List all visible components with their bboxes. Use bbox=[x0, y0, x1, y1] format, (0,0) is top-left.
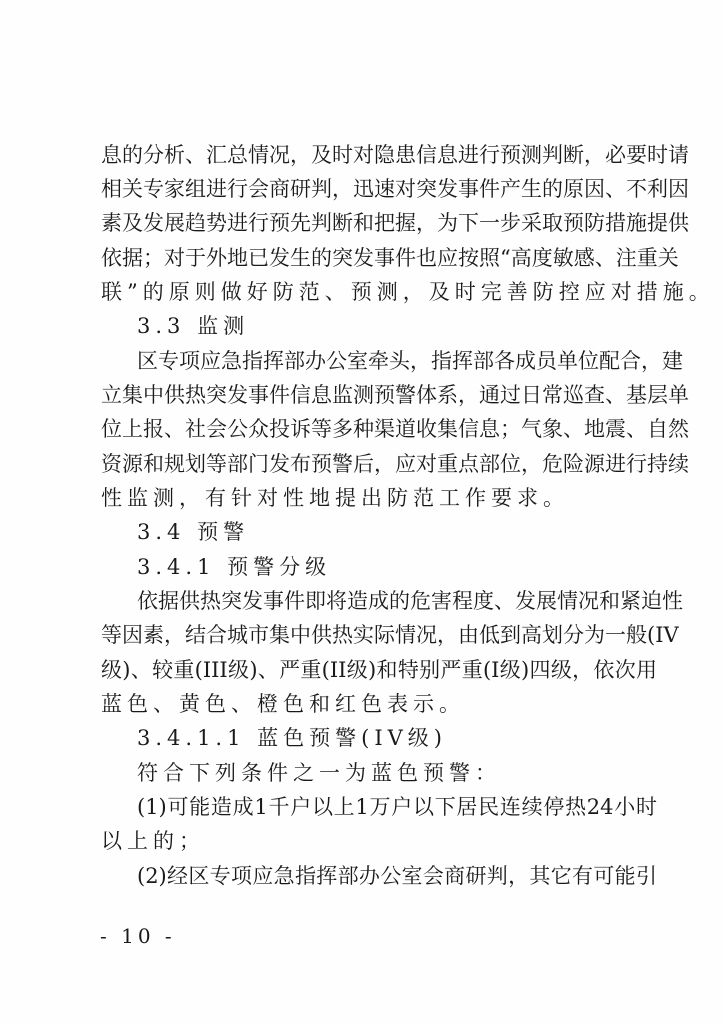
body-text-line: 息的分析、汇总情况，及时对隐患信息进行预测判断，必要时请 bbox=[101, 143, 689, 167]
body-text-line: 依据供热突发事件即将造成的危害程度、发展情况和紧迫性 bbox=[137, 589, 683, 613]
body-text-line: 蓝色、黄色、橙色和红色表示。 bbox=[101, 692, 465, 716]
section-heading-3-3: 3.3 监测 bbox=[137, 314, 250, 338]
body-text-line: 符合下列条件之一为蓝色预警： bbox=[137, 761, 501, 785]
body-text-line: 联”的原则做好防范、预测，及时完善防控应对措施。 bbox=[101, 280, 715, 304]
body-text-line: 性监测，有针对性地提出防范工作要求。 bbox=[101, 486, 569, 510]
body-text-line: 等因素，结合城市集中供热实际情况，由低到高划分为一般(IV bbox=[101, 623, 679, 647]
body-text-line: 区专项应急指挥部办公室牵头，指挥部各成员单位配合，建 bbox=[137, 349, 683, 373]
body-text-line: 资源和规划等部门发布预警后，应对重点部位，危险源进行持续 bbox=[101, 452, 689, 476]
body-text-line: 级)、较重(III级)、严重(II级)和特别严重(I级)四级，依次用 bbox=[101, 658, 657, 682]
body-text-line: 相关专家组进行会商研判，迅速对突发事件产生的原因、不利因 bbox=[101, 177, 689, 201]
body-text-line: 素及发展趋势进行预先判断和把握，为下一步采取预防措施提供 bbox=[101, 211, 689, 235]
body-text-line: 位上报、社会公众投诉等多种渠道收集信息；气象、地震、自然 bbox=[101, 417, 689, 441]
body-text-line: 立集中供热突发事件信息监测预警体系，通过日常巡查、基层单 bbox=[101, 383, 689, 407]
body-text-line: 以上的； bbox=[101, 829, 205, 853]
list-item-1: (1)可能造成1千户以上1万户以下居民连续停热24小时 bbox=[137, 795, 657, 819]
section-heading-3-4: 3.4 预警 bbox=[137, 520, 250, 544]
section-heading-3-4-1-1: 3.4.1.1 蓝色预警(IV级) bbox=[137, 726, 447, 750]
page-number: - 10 - bbox=[100, 924, 176, 948]
body-text-line: 依据；对于外地已发生的突发事件也应按照“高度敏感、注重关 bbox=[101, 246, 679, 270]
list-item-2: (2)经区专项应急指挥部办公室会商研判，其它有可能引 bbox=[137, 864, 657, 888]
section-heading-3-4-1: 3.4.1 预警分级 bbox=[137, 555, 332, 579]
